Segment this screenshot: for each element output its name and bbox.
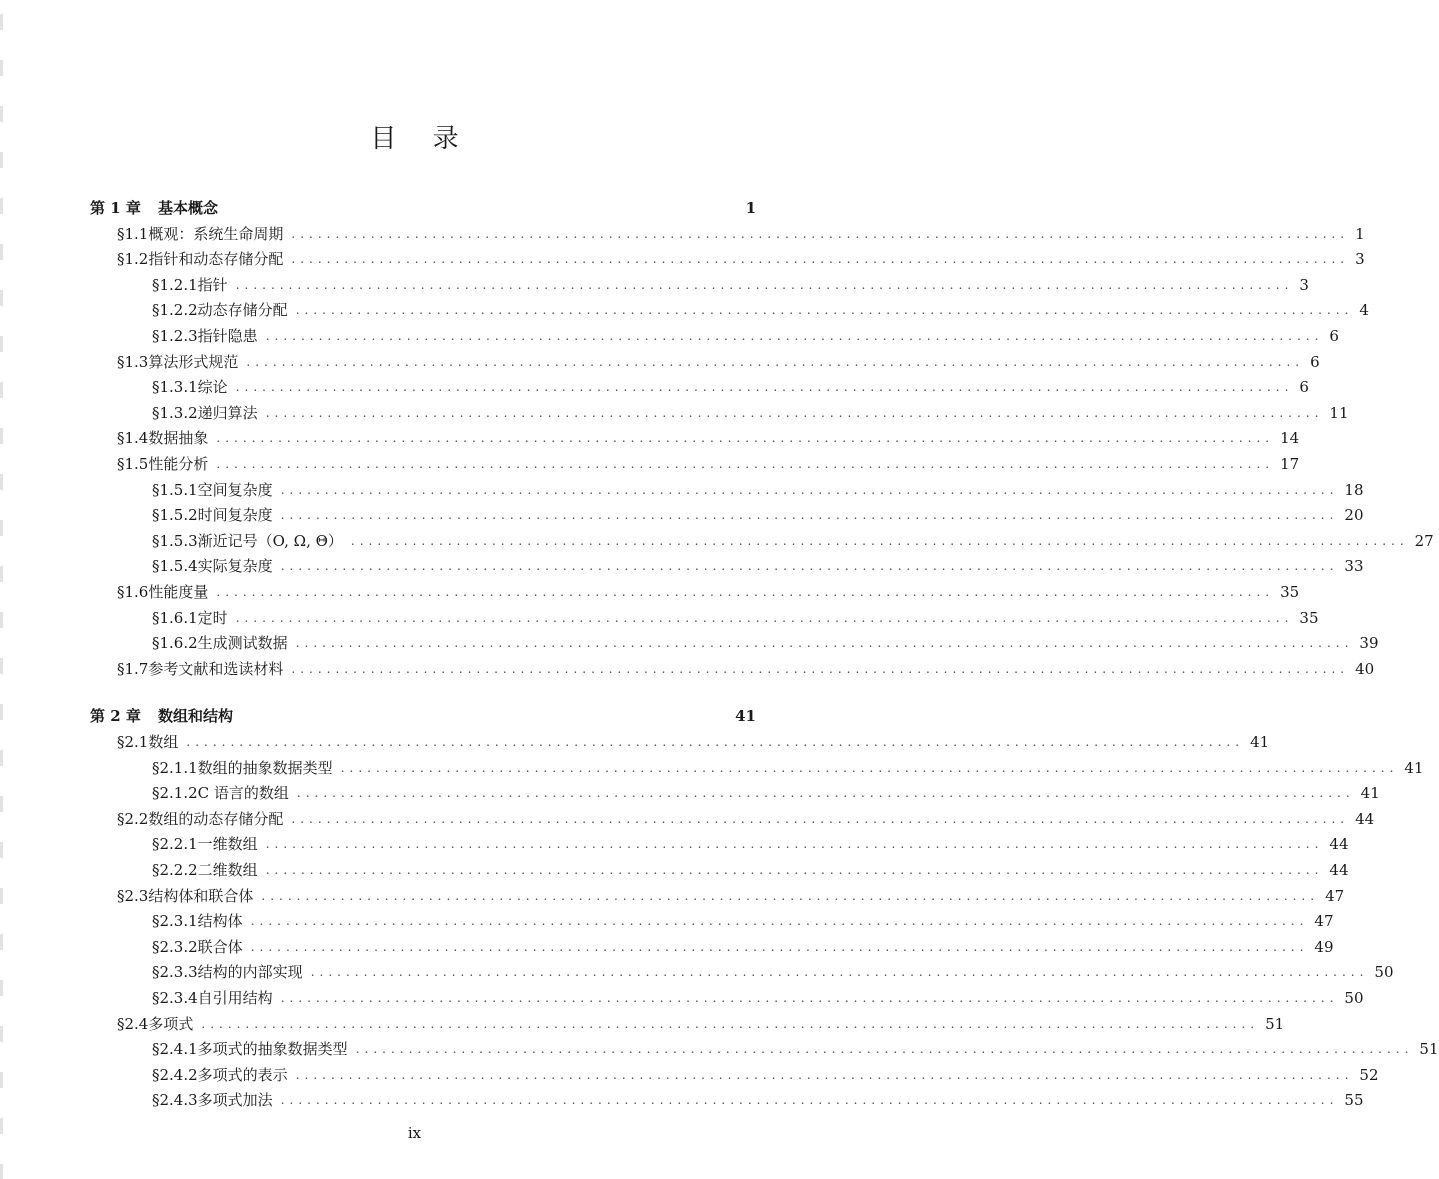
toc-entry-page: 50 [1344, 989, 1364, 1007]
toc-subsection-entry [152, 551, 1364, 576]
toc-entry-label: 指针隐患 [197, 327, 258, 345]
toc-entry-number: §1.3.2 [152, 403, 198, 422]
page-title-char: 录 [432, 124, 459, 154]
toc-leader-dots: ........................................................................................................................ [280, 1093, 1339, 1108]
toc-entry-label: 数组 [148, 733, 179, 751]
toc-entry-label: 结构体和联合体 [148, 886, 254, 905]
toc-leader-dots: ........................................................................................................................ [355, 1042, 1414, 1057]
toc-entry-label: 参考文献和选读材料 [148, 659, 284, 678]
toc-chapter-entry [90, 701, 756, 725]
toc-leader-dots: ........................................................................................................................ [265, 863, 1324, 877]
toc-subsection-entry [152, 957, 1394, 982]
page-edge-binding [0, 0, 3, 1179]
toc-subsection-entry [152, 526, 1434, 550]
toc-subsection-entry [152, 500, 1364, 525]
toc-entry-label: 指针 [197, 275, 228, 294]
toc-entry-number: §1.2.2 [152, 301, 198, 320]
toc-leader-dots: ........................................................................................................................ [265, 405, 1324, 420]
toc-subsection-entry [152, 1085, 1364, 1110]
toc-entry-page: 39 [1359, 634, 1379, 653]
toc-subsection-entry [152, 372, 1309, 397]
toc-entry-number: §1.6.2 [152, 634, 198, 653]
toc-entry-label: 一维数组 [197, 835, 258, 854]
toc-entry-number: §2.3.1 [152, 912, 198, 931]
toc-entry-page: 41 [735, 707, 756, 726]
toc-subsection-entry [152, 906, 1334, 931]
toc-entry-label: 多项式的表示 [197, 1065, 288, 1084]
toc-entry-label: 多项式的抽象数据类型 [197, 1040, 348, 1059]
toc-leader-dots: ........................................................................................................................ [280, 991, 1339, 1005]
toc-section-entry [117, 219, 1365, 243]
toc-entry-page: 1 [1355, 224, 1365, 243]
toc-entry-label: 联合体 [197, 937, 243, 956]
toc-entry-number: §1.5.1 [152, 480, 198, 499]
toc-entry-page: 4 [1359, 301, 1369, 320]
toc-entry-page: 47 [1325, 886, 1345, 905]
toc-leader-dots: ........................................................................................................................ [186, 735, 1245, 749]
toc-leader-dots: ........................................................................................................................ [280, 508, 1339, 523]
toc-section-entry [117, 654, 1375, 678]
toc-entry-number: §1.1 [117, 224, 149, 243]
toc-entry-page: 14 [1280, 429, 1300, 448]
toc-leader-dots: ........................................................................................................................ [295, 636, 1354, 651]
toc-entry-number: §1.6 [117, 583, 149, 601]
toc-entry-page: 11 [1329, 403, 1349, 422]
toc-entry-page: 47 [1314, 912, 1334, 931]
toc-subsection-entry [152, 295, 1369, 320]
toc-section-entry [117, 449, 1300, 473]
toc-entry-page: 52 [1359, 1065, 1379, 1084]
toc-leader-dots: ........................................................................................................................ [250, 914, 1309, 929]
toc-leader-dots: ........................................................................................................................ [340, 760, 1399, 775]
toc-entry-label: 算法形式规范 [148, 352, 239, 371]
toc-entry-number: §2.3.3 [152, 963, 198, 982]
toc-entry-number: §1.2.1 [152, 275, 198, 294]
toc-entry-page: 27 [1414, 531, 1434, 550]
toc-subsection-entry [152, 1060, 1379, 1084]
toc-leader-dots: ........................................................................................................................ [291, 811, 1350, 826]
toc-entry-label: 数组的动态存储分配 [148, 809, 284, 828]
toc-entry-label: 递归算法 [197, 403, 258, 422]
toc-entry-label: 基本概念 [158, 199, 219, 217]
toc-entry-number: §2.4.3 [152, 1091, 198, 1110]
toc-leader-dots: ........................................................................................................................ [291, 226, 1350, 241]
toc-section-entry [117, 1009, 1285, 1033]
toc-subsection-entry [152, 398, 1349, 422]
toc-entry-number: §1.3.1 [152, 378, 198, 397]
toc-leader-dots: ........................................................................................................................ [235, 277, 1294, 292]
toc-entry-page: 51 [1419, 1040, 1439, 1059]
toc-subsection-entry [152, 778, 1380, 803]
toc-entry-number: §2.3 [117, 886, 149, 905]
toc-entry-page: 33 [1344, 557, 1364, 576]
toc-leader-dots: ........................................................................................................................ [265, 837, 1324, 852]
toc-entry-number: §1.2 [117, 250, 149, 269]
toc-subsection-entry [152, 753, 1424, 777]
toc-entry-number: §1.6.1 [152, 608, 198, 627]
toc-subsection-entry [152, 270, 1309, 294]
toc-entry-label: 数组和结构 [158, 707, 234, 726]
toc-leader-dots: ........................................................................................................................ [246, 354, 1305, 369]
toc-leader-dots: ........................................................................................................................ [280, 482, 1339, 497]
toc-subsection-entry [152, 628, 1379, 653]
toc-entry-label: 实际复杂度 [197, 557, 273, 576]
toc-entry-page: 55 [1344, 1091, 1364, 1110]
toc-leader-dots: ........................................................................................................................ [216, 457, 1275, 471]
toc-leader-dots: ........................................................................................................................ [261, 888, 1320, 903]
toc-entry-label: 时间复杂度 [197, 506, 273, 525]
toc-entry-page: 51 [1265, 1014, 1285, 1033]
toc-leader-dots: ........................................................................................................................ [280, 559, 1339, 574]
toc-leader-dots: ........................................................................................................................ [291, 252, 1350, 267]
toc-chapter-entry [90, 193, 756, 217]
toc-entry-label: 定时 [197, 608, 228, 627]
toc-subsection-entry [152, 855, 1349, 879]
toc-leader-dots: ........................................................................................................................ [265, 329, 1324, 343]
toc-entry-page: 41 [1250, 733, 1270, 751]
toc-section-entry [117, 244, 1365, 269]
toc-leader-dots: ........................................................................................................................ [310, 965, 1369, 980]
toc-entry-number: §1.4 [117, 429, 149, 448]
toc-entry-number: §1.7 [117, 659, 149, 678]
toc-section-entry [117, 727, 1270, 751]
toc-entry-label: 二维数组 [197, 861, 258, 879]
toc-subsection-entry [152, 983, 1364, 1007]
toc-leader-dots: ........................................................................................................................ [250, 939, 1309, 954]
toc-entry-label: 渐近记号（O, Ω, Θ） [197, 531, 343, 550]
toc-entry-number: §1.5.4 [152, 557, 198, 576]
toc-entry-page: 3 [1355, 250, 1365, 269]
toc-subsection-entry [152, 932, 1334, 956]
toc-entry-label: 性能分析 [148, 455, 209, 473]
toc-entry-label: 性能度量 [148, 583, 209, 601]
toc-entry-label: 空间复杂度 [197, 480, 273, 499]
toc-entry-page: 17 [1280, 455, 1300, 473]
toc-subsection-entry [152, 475, 1364, 499]
toc-entry-number: §2.2.1 [152, 835, 198, 854]
toc-entry-label: C 语言的数组 [197, 784, 289, 803]
toc-section-entry [117, 347, 1320, 371]
toc-entry-number: §2.4.1 [152, 1040, 198, 1059]
toc-entry-label: 生成测试数据 [197, 634, 288, 653]
toc-entry-label: 自引用结构 [197, 989, 273, 1007]
toc-entry-number: §1.5 [117, 455, 149, 473]
toc-entry-page: 6 [1299, 378, 1309, 397]
toc-leader-dots: ........................................................................................................................ [291, 661, 1350, 676]
toc-entry-page: 20 [1344, 506, 1364, 525]
toc-entry-label: 动态存储分配 [197, 301, 288, 320]
toc-leader-dots: ........................................................................................................................ [295, 1067, 1354, 1082]
toc-entry-number: §1.3 [117, 352, 149, 371]
toc-entry-label: 指针和动态存储分配 [148, 250, 284, 269]
toc-entry-label: 结构体 [197, 912, 243, 931]
toc-section-entry [117, 881, 1345, 905]
toc-entry-number: §2.2.2 [152, 861, 198, 879]
toc-entry-label: 数据抽象 [148, 429, 209, 448]
toc-entry-label: 结构的内部实现 [197, 963, 303, 982]
toc-leader-dots: ........................................................................................................................ [350, 533, 1409, 548]
toc-entry-number: §2.3.2 [152, 937, 198, 956]
page-title-char: 目 [370, 124, 397, 154]
toc-entry-page: 35 [1280, 583, 1300, 601]
toc-entry-number: §1.2.3 [152, 327, 198, 345]
toc-entry-page: 6 [1329, 327, 1339, 345]
toc-entry-label: 概观：系统生命周期 [148, 224, 284, 243]
toc-leader-dots: ........................................................................................................................ [235, 380, 1294, 395]
toc-entry-label: 多项式加法 [197, 1091, 273, 1110]
toc-leader-dots: ........................................................................................................................ [235, 610, 1294, 625]
toc-entry-page: 44 [1329, 835, 1349, 854]
toc-entry-page: 3 [1299, 275, 1309, 294]
toc-section-entry [117, 804, 1375, 828]
toc-entry-number: §2.1 [117, 733, 149, 751]
toc-entry-page: 41 [1404, 758, 1424, 777]
toc-entry-page: 18 [1344, 480, 1364, 499]
toc-entry-number: §2.4 [117, 1014, 149, 1033]
toc-entry-page: 40 [1355, 659, 1375, 678]
toc-entry-page: 41 [1360, 784, 1380, 803]
toc-entry-page: 35 [1299, 608, 1319, 627]
toc-entry-page: 6 [1310, 352, 1320, 371]
page-title [0, 118, 829, 155]
page-number-footer: ix [407, 1124, 422, 1142]
toc-entry-number: 第 2 章 [90, 707, 141, 726]
toc-entry-number: §2.1.1 [152, 758, 198, 777]
toc-entry-number: §1.5.2 [152, 506, 198, 525]
toc-entry-number: 第 1 章 [90, 199, 141, 217]
toc-leader-dots: ........................................................................................................................ [216, 431, 1275, 446]
toc-subsection-entry [152, 603, 1319, 627]
toc-section-entry [117, 577, 1300, 601]
toc-subsection-entry [152, 829, 1349, 854]
toc-subsection-entry [152, 321, 1339, 345]
toc-entry-page: 50 [1374, 963, 1394, 982]
toc-leader-dots: ........................................................................................................................ [296, 786, 1355, 801]
toc-subsection-entry [152, 1034, 1439, 1059]
toc-entry-number: §2.1.2 [152, 784, 198, 803]
toc-entry-label: 多项式 [148, 1014, 194, 1033]
toc-leader-dots: ........................................................................................................................ [295, 303, 1354, 318]
toc-entry-number: §1.5.3 [152, 531, 198, 550]
toc-entry-page: 1 [745, 199, 756, 217]
toc-entry-page: 49 [1314, 937, 1334, 956]
toc-section-entry [117, 423, 1300, 448]
toc-leader-dots: ........................................................................................................................ [216, 585, 1275, 599]
toc-entry-page: 44 [1355, 809, 1375, 828]
toc-entry-label: 综论 [197, 378, 228, 397]
toc-entry-page: 44 [1329, 861, 1349, 879]
toc-leader-dots: ........................................................................................................................ [201, 1016, 1260, 1031]
toc-entry-number: §2.2 [117, 809, 149, 828]
toc-entry-number: §2.4.2 [152, 1065, 198, 1084]
toc-entry-number: §2.3.4 [152, 989, 198, 1007]
toc-entry-label: 数组的抽象数据类型 [197, 758, 333, 777]
